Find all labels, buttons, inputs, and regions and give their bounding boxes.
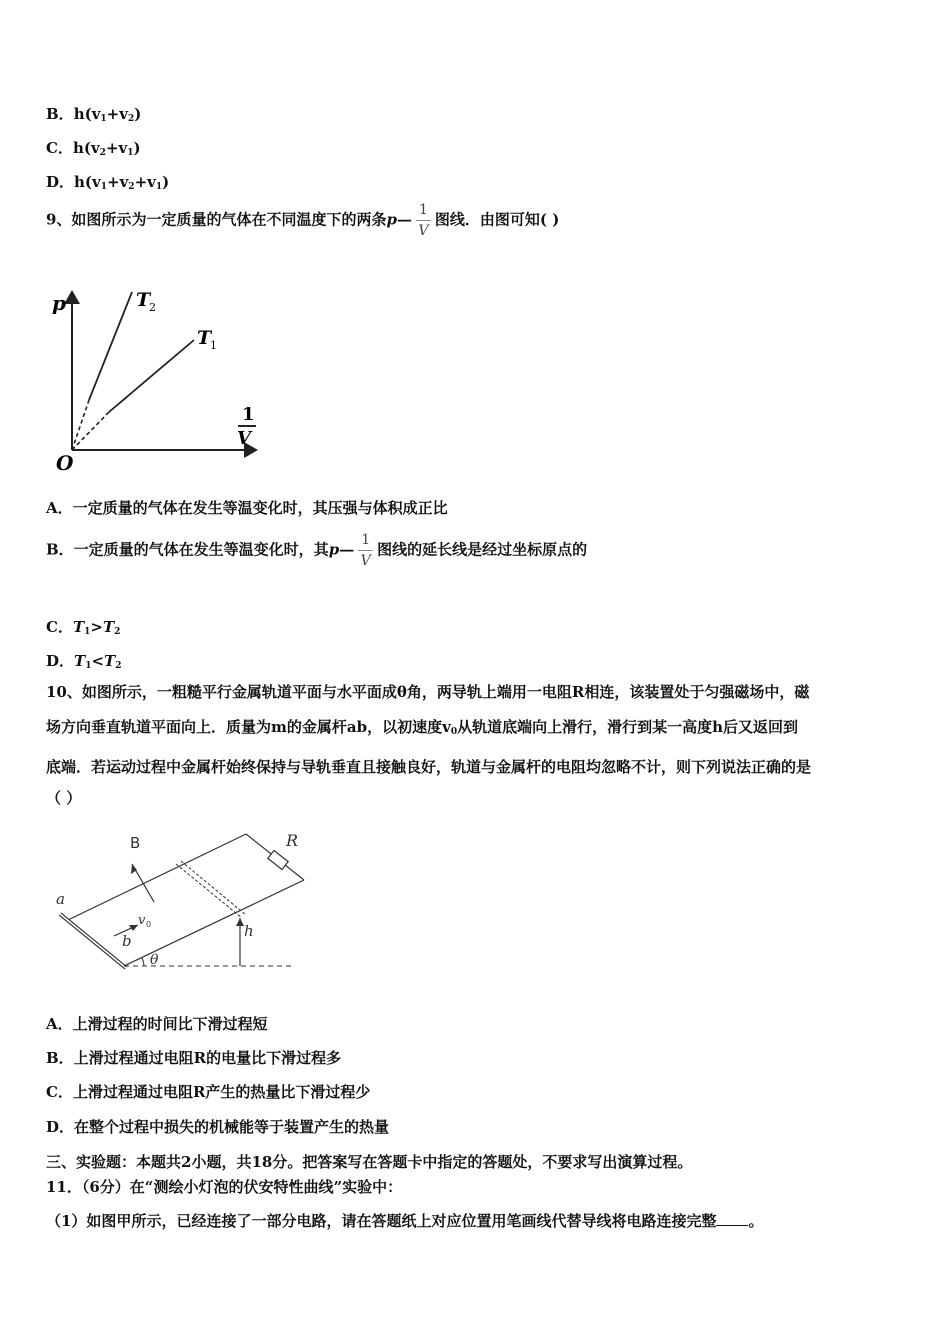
svg-text:R: R: [286, 831, 299, 850]
q9-option-a: A．一定质量的气体在发生等温变化时，其压强与体积成正比: [46, 499, 448, 517]
axis-label-one: 1: [242, 404, 255, 425]
q8-option-c: C．$h(v_2+v_1)$: [46, 139, 141, 158]
q11-stem: 11．（6分）在“测绘小灯泡的伏安特性曲线”实验中：: [46, 1178, 403, 1196]
q8-option-d: D．$h(v_1+v_2+v_1)$: [46, 173, 170, 192]
t2-line: [89, 292, 132, 400]
answer-blank: [716, 1211, 748, 1226]
q10-option-b: B．上滑过程通过电阻R的电量比下滑过程多: [46, 1049, 342, 1067]
q9-stem: 9、如图所示为一定质量的气体在不同温度下的两条p— $\frac{1}{V}$ 图线．由图可知( ): [46, 202, 560, 239]
t1-dashed: [72, 412, 109, 450]
q9-option-b: B．一定质量的气体在发生等温变化时，其p— $\frac{1}{V}$ 图线的延长线是经过坐标原点的: [46, 532, 588, 569]
svg-text:0: 0: [146, 920, 152, 929]
q9-option-c: C．$T_1>T_2$: [46, 618, 121, 637]
svg-text:v: v: [138, 913, 146, 928]
svg-text:θ: θ: [150, 952, 159, 968]
label-t2-sub: 2: [149, 301, 156, 314]
q8-option-b: B．$h(v_1+v_2)$: [46, 105, 142, 124]
svg-text:B: B: [130, 834, 141, 852]
q10-option-c: C．上滑过程通过电阻R产生的热量比下滑过程少: [46, 1083, 371, 1101]
q10-option-a: A．上滑过程的时间比下滑过程短: [46, 1015, 268, 1033]
label-t1-sub: 1: [210, 339, 217, 352]
section-3-heading: 三、实验题：本题共2小题，共18分。把答案写在答题卡中指定的答题处，不要求写出演算过程。: [46, 1153, 693, 1171]
t2-dashed: [72, 400, 89, 450]
t1-line: [109, 340, 194, 412]
q10-rail-figure: [46, 820, 306, 980]
q10-option-d: D．在整个过程中损失的机械能等于装置产生的热量: [46, 1118, 390, 1136]
axis-label-v: V: [237, 428, 251, 449]
label-t2: T: [136, 289, 151, 311]
q9-pv-graph: [44, 280, 274, 475]
svg-text:b: b: [122, 932, 132, 950]
q9-option-d: D．$T_1<T_2$: [46, 652, 122, 671]
fraction-one-over-v: $\frac{1}{V}$: [416, 203, 431, 238]
origin-label: O: [56, 451, 74, 475]
svg-text:a: a: [56, 890, 65, 908]
q11-part1: （1）如图甲所示，已经连接了一部分电路，请在答题纸上对应位置用笔画线代替导线将电路连接完整 。: [46, 1212, 764, 1230]
label-t1: T: [197, 327, 212, 349]
axis-label-p: p: [52, 291, 66, 315]
svg-text:h: h: [244, 922, 254, 940]
q10-stem: 10、如图所示，一粗糙平行金属轨道平面与水平面成θ角，两导轨上端用一电阻R相连，该装置处于匀强磁场中，磁 场方向垂直轨道平面向上．质量为m的金属杆ab，以初速度$v_0$从轨道底端向上滑行，滑行到某一高度h后又返回到 底端．若运动过程中金属杆始终保持与导轨垂直且接触良好，轨道与金属杆的电阻均忽略不计，则下列说法正确的是 （ ）: [46, 683, 812, 807]
